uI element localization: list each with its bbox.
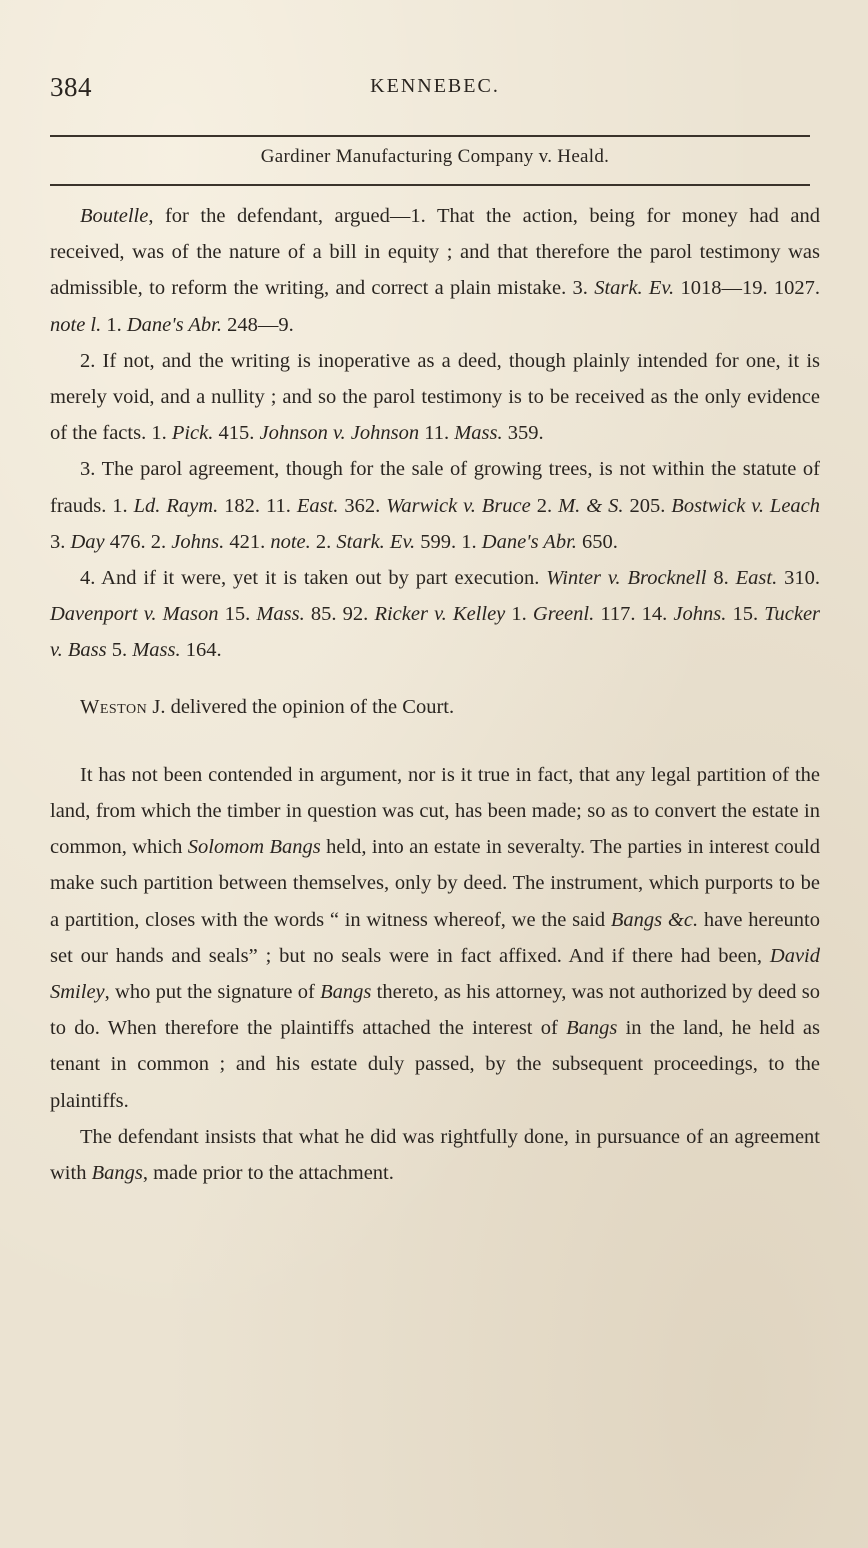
citation-italic: Bangs &c.	[610, 908, 699, 931]
citation-italic: Davenport v. Mason	[50, 603, 219, 626]
text-run: , made prior to the attachment.	[142, 1162, 394, 1185]
text-run: 599. 1.	[415, 530, 482, 553]
citation-italic: note.	[270, 530, 311, 553]
citation-italic: Dane's Abr.	[126, 313, 222, 336]
citation-italic: Bangs	[566, 1017, 618, 1040]
text-run: It has not been contended in argument, nor is it true in fact, that any legal partition of the land, from which the timber in question was cut, has been made; so as to convert the estate in common, which	[50, 763, 820, 859]
argument-paragraph	[50, 343, 820, 452]
text-run: held, into an estate in severalty. The parties in interest could make such partition between themselves, only by deed. The instrument, which purports to be a partition, closes with the words “ in witness whereof, we the said	[50, 836, 821, 931]
text-run: 476. 2.	[104, 530, 172, 553]
text-run: 205.	[623, 494, 672, 517]
text-run: 11.	[419, 422, 455, 445]
case-title: Gardiner Manufacturing Company v. Heald.	[260, 146, 610, 167]
text-run: 2.	[530, 494, 559, 517]
argument-paragraph	[50, 198, 820, 343]
page-number: 384	[50, 72, 92, 102]
citation-italic: East.	[735, 567, 778, 590]
text-run: have hereunto set our hands and seals” ; but no seals were in fact affixed. And if there had been,	[50, 908, 820, 967]
text-run: 650.	[576, 530, 618, 553]
text-run: The defendant insists that what he did was rightfully done, in pursuance of an agreement with	[50, 1125, 820, 1185]
citation-italic: Pick.	[171, 422, 214, 445]
text-run: 248—9.	[222, 313, 294, 336]
text-run: thereto, as his attorney, was not authorized by deed so to do. When therefore the plaintiffs attached the interest of	[50, 981, 820, 1040]
citation-italic: Bangs	[91, 1162, 143, 1185]
text-run: 3. The parol agreement, though for the sale of growing trees, is not within the statute of frauds. 1.	[50, 458, 820, 517]
text-run: 5.	[106, 639, 133, 662]
argument-paragraph	[50, 451, 820, 560]
text-run: 85. 92.	[304, 603, 375, 626]
text-run: in the land, he held as tenant in common ; and his estate duly passed, by the subsequent proceedings, to the plaintiffs.	[50, 1017, 820, 1112]
citation-italic: Boutelle	[80, 205, 149, 227]
text-run: , for the defendant, argued—1. That the action, being for money had and received, was of the nature of a bill in equity ; and that therefore the parol testimony was admissible, to reform the writing, and correct a plain mistake. 3.	[50, 205, 820, 300]
citation-italic: Dane's Abr.	[481, 530, 577, 553]
citation-italic: East.	[296, 494, 339, 517]
text-run: 164.	[180, 639, 222, 662]
citation-italic: Greenl.	[532, 603, 595, 626]
text-run: 2.	[310, 530, 337, 553]
citation-italic: Tucker v. Bass	[50, 603, 821, 662]
citation-italic: Stark. Ev.	[594, 277, 675, 300]
text-run: 3.	[50, 530, 71, 553]
text-run: 415.	[213, 422, 260, 445]
citation-italic: Ricker v. Kelley	[374, 603, 506, 626]
citation-italic: Ld. Raym.	[133, 494, 219, 517]
argument-section	[50, 198, 820, 669]
court-line-rest: J. delivered the opinion of the Court.	[147, 695, 455, 718]
bottom-rule	[50, 184, 810, 186]
citation-italic: Johns.	[673, 603, 727, 626]
text-run: 2. If not, and the writing is inoperative as a deed, though plainly intended for one, it is merely void, and a nullity ; and so the parol testimony is to be received as the only evidence of the facts. 1.	[50, 349, 820, 445]
court-line	[50, 689, 820, 725]
text-run: 1.	[101, 313, 127, 336]
citation-italic: Johns.	[171, 530, 225, 553]
citation-italic: Solomom Bangs	[187, 836, 321, 859]
citation-italic: Johnson v. Johnson	[259, 422, 420, 445]
text-run: 310.	[777, 567, 820, 590]
citation-italic: Bostwick v. Leach	[671, 494, 821, 517]
citation-italic: note l.	[50, 313, 102, 336]
citation-italic: Mass.	[454, 422, 503, 445]
judge-name: Weston	[80, 695, 148, 718]
running-head: KENNEBEC.	[370, 75, 500, 97]
page-header	[50, 0, 820, 167]
citation-italic: Stark. Ev.	[336, 530, 416, 553]
text-run: 421.	[224, 530, 271, 553]
opinion-paragraph	[50, 1119, 820, 1191]
text-run: 1018—19. 1027.	[674, 277, 821, 300]
top-rule	[50, 135, 810, 137]
opinion-section	[50, 757, 820, 1191]
text-run: 4. And if it were, yet it is taken out by part execution.	[80, 567, 547, 590]
text-run: 15.	[218, 603, 257, 626]
citation-italic: Bangs	[320, 981, 372, 1004]
text-run: 362.	[338, 494, 387, 517]
citation-italic: Winter v. Brocknell	[546, 567, 707, 590]
citation-italic: Mass.	[256, 603, 305, 626]
text-run: 117. 14.	[594, 603, 674, 626]
text-run: 15.	[726, 603, 765, 626]
citation-italic: Warwick v. Bruce	[386, 494, 531, 517]
citation-italic: David Smiley	[50, 944, 820, 1004]
text-run: 1.	[505, 603, 533, 626]
text-run: 8.	[706, 567, 736, 590]
argument-paragraph	[50, 560, 820, 669]
text-run: , who put the signature of	[104, 981, 321, 1004]
citation-italic: Day	[70, 530, 105, 553]
body-text	[50, 198, 820, 1191]
citation-italic: Mass.	[132, 639, 181, 662]
text-run: 182. 11.	[218, 494, 297, 517]
opinion-paragraph	[50, 757, 820, 1119]
citation-italic: M. & S.	[558, 494, 624, 517]
text-run: 359.	[502, 422, 544, 445]
